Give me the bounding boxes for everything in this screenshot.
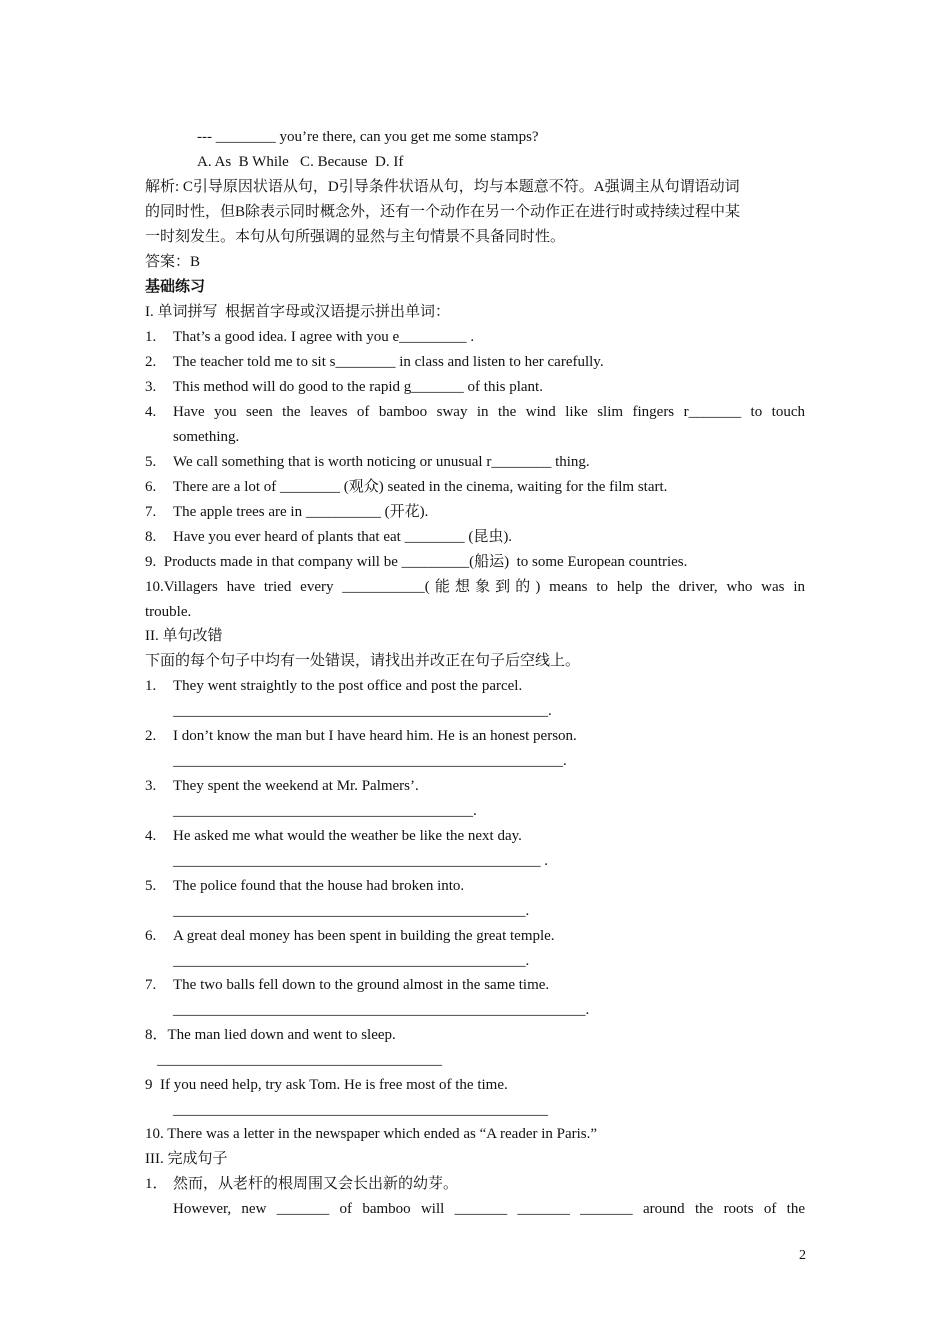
section2-instruction: 下面的每个句子中均有一处错误，请找出并改正在句子后空线上。 [145,653,581,669]
s2-answer-blank[interactable]: ____________________________________________________. [173,753,567,769]
s1-item-10-cont: trouble. [145,604,192,620]
s2-item-num: 7. [145,977,157,993]
s2-answer-blank[interactable]: ______________________________________ [157,1052,442,1068]
s1-item-text: There are a lot of ________ (观众) seated in the cinema, waiting for the film start. [173,479,668,495]
s1-item-text-cont: something. [173,429,240,445]
s3-item-english: However, new _______ of bamboo will _______ _______ _______ around the roots of the [173,1201,805,1217]
example-options: A. As B While C. Because D. If [197,154,404,170]
s2-item-text: He asked me what would the weather be like the next day. [173,828,522,844]
s1-item-text: Have you ever heard of plants that eat ________ (昆虫). [173,529,513,545]
s2-item-num: 1. [145,678,157,694]
s1-item-text: Have you seen the leaves of bamboo sway in the wind like slim fingers r_______ to touch [173,404,805,420]
s2-item-text: The police found that the house had broken into. [173,878,465,894]
s2-item-text: They spent the weekend at Mr. Palmers’. [173,778,419,794]
s2-answer-blank[interactable]: ________________________________________. [173,803,477,819]
section2-heading: II. 单句改错 [145,628,223,644]
s2-item-10: 10. There was a letter in the newspaper which ended as “A reader in Paris.” [145,1126,598,1142]
s2-item-text: I don’t know the man but I have heard him. He is an honest person. [173,728,577,744]
s2-item-9: 9 If you need help, try ask Tom. He is free most of the time. [145,1077,508,1093]
s1-item-9: 9. Products made in that company will be _________(船运) to some European countries. [145,554,688,570]
example-question: --- ________ you’re there, can you get me some stamps? [197,129,539,145]
practice-title: 基础练习 [145,279,206,295]
s3-item-chinese: 然而，从老杆的根周围又会长出新的幼芽。 [173,1176,459,1192]
s1-item-text: This method will do good to the rapid g_______ of this plant. [173,379,543,395]
s2-answer-blank[interactable]: __________________________________________________. [173,703,552,719]
s1-item-text: We call something that is worth noticing or unusual r________ thing. [173,454,590,470]
s1-item-num: 4. [145,404,157,420]
s1-item-num: 3. [145,379,157,395]
analysis-line-1: 解析: C引导原因状语从句，D引导条件状语从句，均与本题意不符。A强调主从句谓语动词 [145,179,740,195]
s2-item-text: A great deal money has been spent in building the great temple. [173,928,555,944]
s2-answer-blank[interactable]: __________________________________________________ [173,1102,548,1118]
s2-answer-blank[interactable]: _______________________________________________________. [173,1002,590,1018]
s2-item-num: 5. [145,878,157,894]
section3-heading: III. 完成句子 [145,1151,228,1167]
s3-item-num: 1． [145,1176,168,1192]
s1-item-num: 6. [145,479,157,495]
analysis-line-2: 的同时性，但B除表示同时概念外，还有一个动作在另一个动作正在进行时或持续过程中某 [145,204,741,220]
page-number: 2 [799,1248,806,1263]
s1-item-num: 5. [145,454,157,470]
s2-item-8: 8．The man lied down and went to sleep. [145,1027,396,1043]
s1-item-text: The teacher told me to sit s________ in class and listen to her carefully. [173,354,604,370]
s1-item-num: 7. [145,504,157,520]
analysis-line-3: 一时刻发生。本句从句所强调的显然与主句情景不具备同时性。 [145,229,566,245]
s1-item-text: That’s a good idea. I agree with you e_________ . [173,329,475,345]
s1-item-10: 10.Villagers have tried every ___________(能想象到的) means to help the driver, who was in [145,579,805,595]
s2-answer-blank[interactable]: _______________________________________________. [173,953,530,969]
s2-answer-blank[interactable]: _______________________________________________. [173,903,530,919]
s2-item-num: 3. [145,778,157,794]
s2-item-num: 4. [145,828,157,844]
s1-item-num: 2. [145,354,157,370]
s1-item-text: The apple trees are in __________ (开花). [173,504,429,520]
s2-answer-blank[interactable]: _________________________________________________ . [173,853,548,869]
s1-item-num: 8. [145,529,157,545]
s2-item-num: 6. [145,928,157,944]
answer: 答案：B [145,254,201,270]
section1-heading: I. 单词拼写 根据首字母或汉语提示拼出单词： [145,304,450,320]
s2-item-text: They went straightly to the post office and post the parcel. [173,678,523,694]
s2-item-num: 2. [145,728,157,744]
s1-item-num: 1. [145,329,157,345]
s2-item-text: The two balls fell down to the ground almost in the same time. [173,977,550,993]
